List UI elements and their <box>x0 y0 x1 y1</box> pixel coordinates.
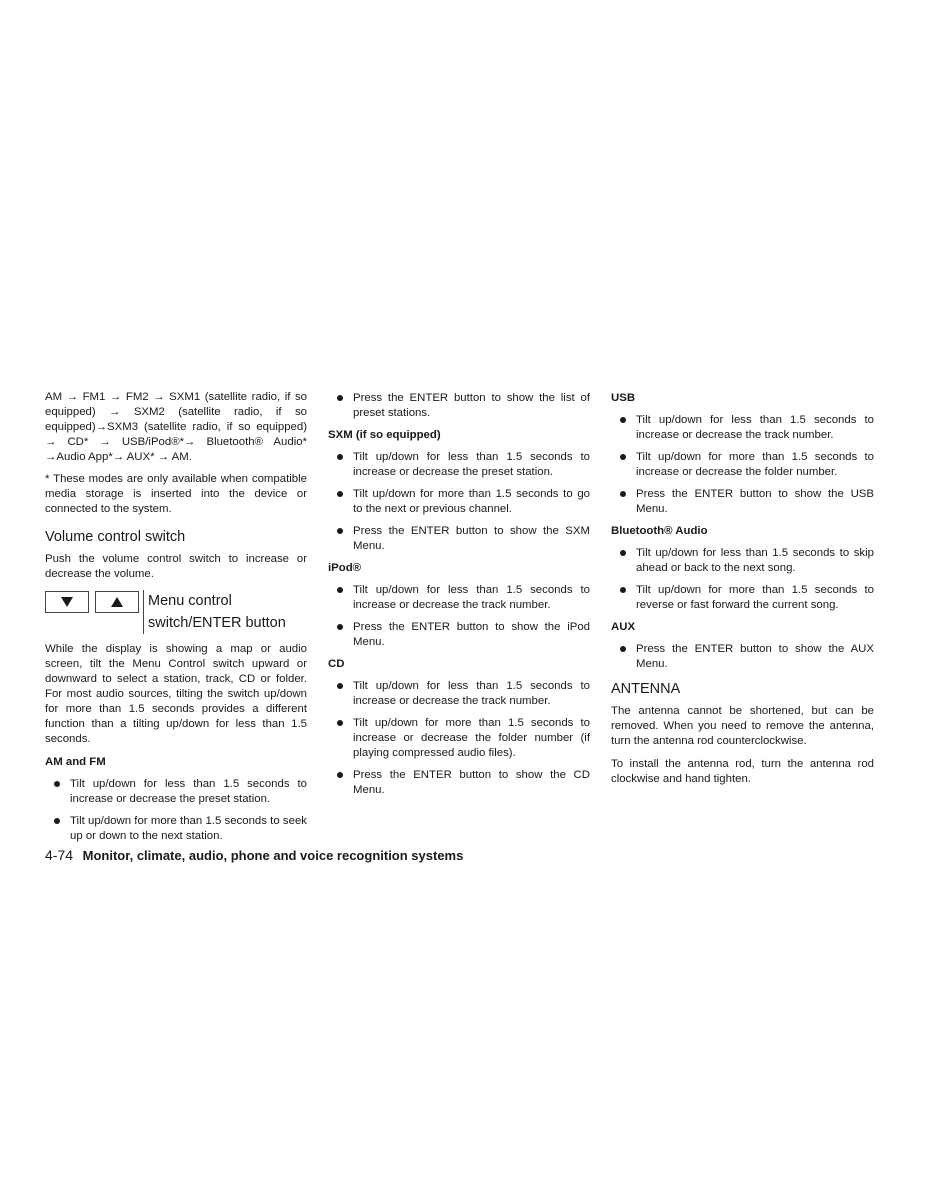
bullet-icon <box>337 772 343 778</box>
list-item-text: Press the ENTER button to show the SXM Menu. <box>353 525 590 552</box>
bullet-icon <box>54 781 60 787</box>
triangle-up-icon <box>111 597 123 607</box>
list-item <box>611 413 874 443</box>
triangle-down-icon <box>61 597 73 607</box>
ipod-list <box>328 583 590 650</box>
modes-note: * These modes are only available when compatible media storage is inserted into the device or connected to the system. <box>45 473 307 515</box>
list-item <box>611 642 874 672</box>
bullet-icon <box>337 454 343 460</box>
switch-down-box <box>45 591 89 613</box>
aux-heading: AUX <box>611 621 636 633</box>
bullet-icon <box>54 818 60 824</box>
cd-heading: CD <box>328 658 345 670</box>
list-item-text: Tilt up/down for less than 1.5 seconds to increase or decrease the track number. <box>353 680 590 707</box>
am-fm-list-continued <box>328 391 590 421</box>
list-item-text: Tilt up/down for more than 1.5 seconds to increase or decrease the folder number. <box>636 451 874 478</box>
am-fm-heading: AM and FM <box>45 756 106 768</box>
bullet-icon <box>620 587 626 593</box>
antenna-text-2: To install the antenna rod, turn the antenna rod clockwise and hand tighten. <box>611 758 874 785</box>
list-item-text: Tilt up/down for more than 1.5 seconds to reverse or fast forward the current song. <box>636 584 874 611</box>
list-item <box>328 679 590 709</box>
bluetooth-audio-list <box>611 546 874 613</box>
antenna-text-1: The antenna cannot be shortened, but can be removed. When you need to remove the antenna, turn the antenna rod counterclockwise. <box>611 705 874 747</box>
volume-control-heading: Volume control switch <box>45 529 186 545</box>
bullet-icon <box>337 491 343 497</box>
list-item-text: Tilt up/down for less than 1.5 seconds to increase or decrease the preset station. <box>70 778 307 805</box>
list-item-text: Tilt up/down for more than 1.5 seconds to increase or decrease the folder number (if playing compressed audio files). <box>353 717 590 759</box>
list-item <box>611 487 874 517</box>
bullet-icon <box>620 646 626 652</box>
list-item <box>328 768 590 798</box>
list-item-text: Tilt up/down for less than 1.5 seconds to increase or decrease the track number. <box>636 414 874 441</box>
bullet-icon <box>620 550 626 556</box>
bullet-icon <box>620 491 626 497</box>
menu-control-heading-line2: switch/ENTER button <box>148 615 286 631</box>
bullet-icon <box>620 417 626 423</box>
column-right <box>611 391 874 795</box>
bullet-icon <box>620 454 626 460</box>
bullet-icon <box>337 683 343 689</box>
list-item <box>328 716 590 761</box>
list-item-text: Tilt up/down for less than 1.5 seconds to skip ahead or back to the next song. <box>636 547 874 574</box>
menu-control-text: While the display is showing a map or audio screen, tilt the Menu Control switch upward or downward to select a station, track, CD or folder. For most audio sources, tilting the switch up/down for more than 1.5 seconds provides a different function than a tilting up/down for less than 1.5 seconds. <box>45 643 307 745</box>
list-item-text: Press the ENTER button to show the CD Menu. <box>353 769 590 796</box>
switch-up-box <box>95 591 139 613</box>
list-item <box>45 777 307 807</box>
list-item <box>328 620 590 650</box>
list-item-text: Tilt up/down for less than 1.5 seconds to increase or decrease the preset station. <box>353 451 590 478</box>
list-item <box>611 450 874 480</box>
bullet-icon <box>337 528 343 534</box>
section-title: Monitor, climate, audio, phone and voice recognition systems <box>82 848 464 863</box>
list-item <box>328 391 590 421</box>
list-item <box>45 814 307 844</box>
am-fm-list <box>45 777 307 844</box>
list-item-text: Press the ENTER button to show the USB Menu. <box>636 488 874 515</box>
page-footer <box>45 846 463 865</box>
list-item-text: Tilt up/down for more than 1.5 seconds to go to the next or previous channel. <box>353 488 590 515</box>
bullet-icon <box>337 720 343 726</box>
list-item <box>328 583 590 613</box>
bullet-icon <box>337 624 343 630</box>
bluetooth-audio-heading: Bluetooth® Audio <box>611 525 708 537</box>
sxm-list <box>328 450 590 554</box>
ipod-heading: iPod® <box>328 562 362 574</box>
menu-control-heading-row <box>45 590 307 634</box>
usb-heading: USB <box>611 392 636 404</box>
list-item <box>328 450 590 480</box>
list-item <box>611 546 874 576</box>
list-item-text: Press the ENTER button to show the list of preset stations. <box>353 392 590 419</box>
list-item <box>611 583 874 613</box>
list-item-text: Press the ENTER button to show the AUX Menu. <box>636 643 874 670</box>
antenna-heading: ANTENNA <box>611 681 681 697</box>
volume-control-text: Push the volume control switch to increase or decrease the volume. <box>45 553 307 580</box>
list-item-text: Press the ENTER button to show the iPod Menu. <box>353 621 590 648</box>
page-number: 4-74 <box>45 847 74 863</box>
menu-control-heading <box>143 590 286 634</box>
list-item-text: Tilt up/down for more than 1.5 seconds to seek up or down to the next station. <box>70 815 307 842</box>
list-item <box>328 487 590 517</box>
column-left <box>45 390 307 851</box>
usb-list <box>611 413 874 517</box>
column-middle <box>328 391 590 805</box>
list-item <box>328 524 590 554</box>
aux-list <box>611 642 874 672</box>
sxm-heading: SXM (if so equipped) <box>328 429 441 441</box>
list-item-text: Tilt up/down for less than 1.5 seconds to increase or decrease the track number. <box>353 584 590 611</box>
menu-control-heading-line1: Menu control <box>148 593 232 609</box>
cd-list <box>328 679 590 798</box>
bullet-icon <box>337 395 343 401</box>
bullet-icon <box>337 587 343 593</box>
mode-sequence-text: AM → FM1 → FM2 → SXM1 (satellite radio, if so equipped) → SXM2 (satellite radio, if so equipped)→SXM3 (satellite radio, if so equipped) → CD* → USB/iPod®*→ Bluetooth® Audio* →Audio App*→ AUX* → AM. <box>45 391 307 463</box>
